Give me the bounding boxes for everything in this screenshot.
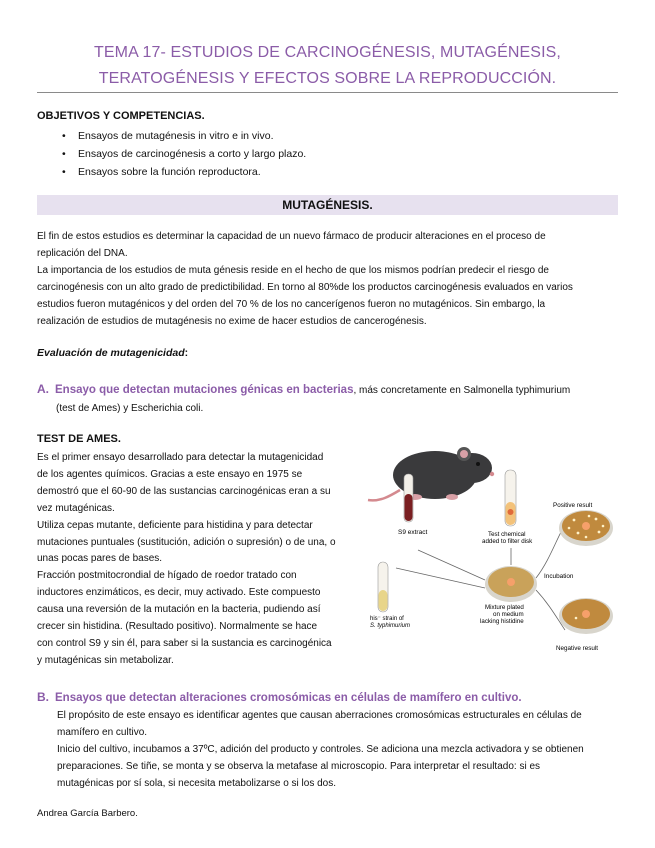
list-item-text: Ensayos de mutagénesis in vitro e in vivo.: [78, 130, 274, 142]
label-test-chemical-2: added to filter disk: [482, 538, 533, 545]
title-rule: [37, 92, 618, 93]
text-line: Es el primer ensayo desarrollado para detectar la mutagenicidad: [37, 452, 324, 463]
text-line: preparaciones. Se tiñe, se monta y se observa la metafase al microscopio. Para interpretar el resultado: si es: [57, 761, 541, 772]
positive-dish: [559, 510, 613, 546]
ames-test-figure: [360, 440, 622, 660]
text-line: replicación del DNA.: [37, 248, 128, 259]
text-line: inductores enzimáticos, es decir, muy activado. Este compuesto: [37, 587, 321, 599]
section-a-line-1: [37, 380, 617, 400]
section-b-heading: Ensayos que detectan alteraciones cromosómicas en células de mamífero en cultivo.: [55, 692, 522, 704]
text-line: Utiliza cepas mutante, deficiente para histidina y para detectar: [37, 519, 313, 531]
rat-illustration: [368, 447, 494, 500]
label-negative-result: Negative result: [556, 645, 598, 652]
objectives-list: [62, 127, 306, 181]
section-a-rest: , más concretamente en Salmonella typhimurium: [353, 385, 571, 396]
text-line: mutagénicas por sí sola, si necesita metabolizarse o si los dos.: [57, 778, 337, 789]
label-his-strain-1: his⁻ strain of: [370, 616, 404, 622]
section-a-heading: Ensayo que detectan mutaciones génicas en bacterias: [55, 384, 354, 396]
text-line: mamífero en cultivo.: [57, 727, 148, 738]
page-title: [30, 40, 625, 92]
test-chemical-tube: [505, 470, 516, 526]
text-line: La importancia de los estudios de muta génesis reside en el hecho de que los mismos podrían predecir el riesgo de: [37, 265, 549, 276]
evaluation-colon: :: [184, 347, 189, 359]
text-line: Fracción postmitocrondial de hígado de roedor tratado con: [37, 570, 297, 582]
text-line: Inicio del cultivo, incubamos a 37ºC, adición del producto y controles. Se adiciona una mezcla activadora y se obtienen: [57, 744, 584, 755]
section-band-mutagenesis: MUTAGÉNESIS.: [37, 195, 618, 215]
his-strain-tube: [378, 562, 388, 612]
text-line: realización de estudios de mutagénesis no exime de hacer estudios de cancerogénesis.: [37, 316, 427, 327]
section-a-letter: A.: [37, 382, 49, 396]
mixture-dish: [485, 566, 537, 602]
evaluation-label: Evaluación de mutagenicidad: [37, 347, 185, 359]
text-line: y mutagénicas sin metabolizar.: [37, 654, 174, 666]
text-line: demostró que el 60-90 de las sustancias carcinogénicas eran a su: [37, 485, 331, 497]
text-line: con control S9 y sin él, para saber si la sustancia es carcinogénica: [37, 637, 332, 649]
title-line-1: TEMA 17- ESTUDIOS DE CARCINOGÉNESIS, MUTAGÉNESIS,: [94, 44, 561, 61]
text-line: unas pocas pares de bases.: [37, 553, 163, 565]
title-line-2: TERATOGÉNESIS Y EFECTOS SOBRE LA REPRODUCCIÓN.: [98, 70, 557, 87]
label-his-strain-2: S. typhimurium: [370, 623, 411, 629]
list-item: [62, 145, 306, 163]
text-line: mutaciones puntuales (sustitución, adición o supresión) o de una, o: [37, 536, 336, 548]
label-test-chemical-1: Test chemical: [488, 531, 526, 538]
s9-tube: [404, 474, 413, 522]
section-a: [37, 380, 617, 418]
label-positive-result: Positive result: [553, 502, 593, 509]
arrow-icon: [396, 568, 485, 588]
text-line: estudios fueron mutagénicos y del orden del 70 % de los no cancerígenos fueron no mutagénicos. Sin embargo, la: [37, 299, 546, 310]
label-mixture-2: on medium: [493, 611, 524, 618]
list-item: [62, 163, 306, 181]
objectives-heading: OBJETIVOS Y COMPETENCIAS.: [37, 110, 205, 122]
text-line: de los agentes químicos. Gracias a este ensayo en 1975 se: [37, 468, 303, 480]
text-line: El propósito de este ensayo es identificar agentes que causan aberraciones cromosómicas estructurales en células de: [57, 710, 582, 721]
label-mixture-1: Mixture plated: [485, 604, 524, 611]
text-line: causa una reversión de la mutación en la bacteria, pudiendo así: [37, 604, 321, 616]
label-incubation: Incubation: [544, 573, 574, 580]
label-mixture-3: lacking histidine: [480, 618, 524, 625]
text-line: crecer sin histidina. (Resultado positivo). Normalmente se hace: [37, 621, 318, 633]
section-b-heading-line: [37, 688, 617, 707]
ames-heading: TEST DE AMES.: [37, 433, 121, 445]
text-line: vez mutagénicas.: [37, 502, 115, 514]
list-item-text: Ensayos sobre la función reproductora.: [78, 166, 261, 178]
section-a-line-2: (test de Ames) y Escherichia coli.: [56, 403, 204, 414]
bullet-icon: •: [62, 130, 66, 142]
list-item-text: Ensayos de carcinogénesis a corto y largo plazo.: [78, 148, 307, 160]
label-s9-extract: S9 extract: [398, 529, 428, 536]
bullet-icon: •: [62, 166, 66, 178]
evaluation-heading: [37, 347, 188, 359]
section-b-letter: B.: [37, 690, 49, 704]
bullet-icon: •: [62, 148, 66, 160]
footer-author: Andrea García Barbero.: [37, 808, 138, 819]
intro-paragraph: [37, 228, 622, 330]
ames-paragraph: [37, 450, 355, 670]
section-b-paragraph: [57, 707, 622, 792]
negative-dish: [559, 598, 613, 634]
list-item: [62, 127, 306, 145]
text-line: El fin de estos estudios es determinar la capacidad de un nuevo fármaco de producir alteraciones en el proceso de: [37, 231, 546, 242]
text-line: carcinogénesis con un alto grado de predictibilidad. En torno al 80%de los productos carcinogénesis evaluados en varios: [37, 282, 573, 293]
